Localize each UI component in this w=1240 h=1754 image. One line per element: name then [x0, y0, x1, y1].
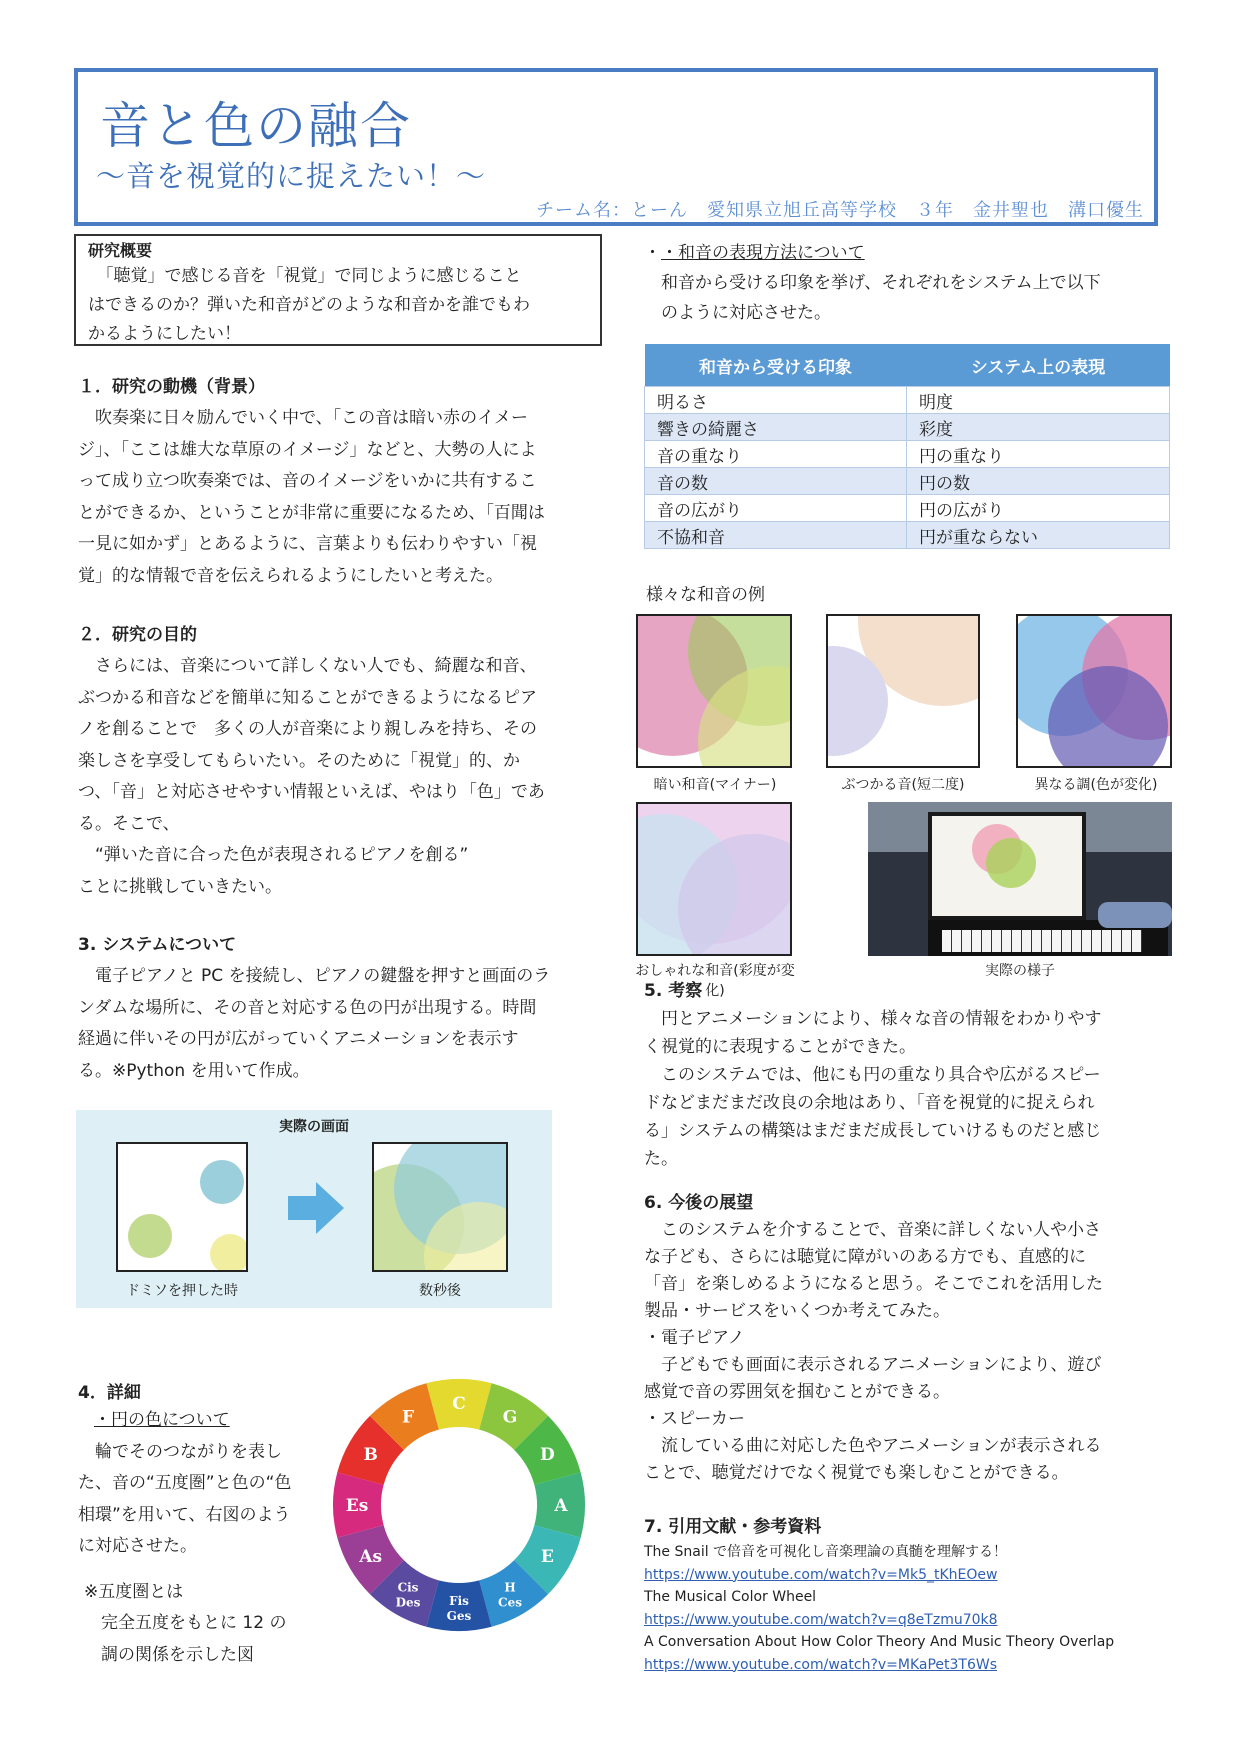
wheel-label: As — [359, 1547, 383, 1567]
table-cell: 円が重ならない — [907, 522, 1170, 549]
paragraph-line: ノを創ることで 多くの人が音楽により親しみを持ち、その — [78, 719, 537, 739]
example-clash-chord — [826, 614, 980, 768]
table-header: 和音から受ける印象 — [645, 344, 907, 387]
table-cell: 音の重なり — [645, 441, 907, 468]
overview-box — [74, 234, 602, 346]
paragraph-line: 輪でそのつながりを表し — [78, 1441, 282, 1462]
paragraph-line: 電子ピアノと PC を接続し、ピアノの鍵盤を押すと画面のラ — [78, 966, 551, 986]
paragraph-line: に対応させた。 — [78, 1536, 197, 1556]
table-cell: 響きの綺麗さ — [645, 414, 907, 441]
table-cell: 明度 — [907, 387, 1170, 414]
paragraph-line: 一見に如かず」とあるように、言葉よりも伝わりやすい「視 — [78, 534, 537, 554]
note-line: ※五度圏とは — [84, 1581, 184, 1602]
wheel-label: B — [363, 1445, 378, 1465]
paragraph-line: “弾いた音に合った色が表現されるピアノを創る” — [78, 845, 469, 865]
table-cell: 不協和音 — [645, 522, 907, 549]
table-cell: 音の広がり — [645, 495, 907, 522]
circle — [986, 838, 1036, 888]
paragraph-line: る。※Python を用いて作成。 — [78, 1060, 310, 1081]
paragraph-line: ・電子ピアノ — [644, 1328, 745, 1348]
reference-title: The Snail で倍音を可視化し音楽理論の真髄を理解する！ — [644, 1544, 1008, 1560]
paragraph-line: 「音」を楽しめるようになると思う。そこでこれを活用した — [644, 1274, 1103, 1294]
section-discussion — [644, 976, 1184, 1173]
paragraph-line: た、音の“五度圏”と色の“色 — [78, 1473, 292, 1493]
example-minor-chord — [636, 614, 792, 768]
paragraph-line: 吹奏楽に日々励んでいく中で、「この音は暗い赤のイメー — [78, 408, 528, 428]
after-caption: 数秒後 — [419, 1283, 461, 1299]
arrow-right-icon — [288, 1182, 344, 1234]
section-heading: 6. 今後の展望 — [644, 1193, 754, 1213]
example-caption: 実際の様子 — [985, 963, 1055, 979]
photo-monitor — [928, 812, 1086, 920]
section-chord-expression — [644, 238, 1184, 328]
paragraph-line: さらには、音楽について詳しくない人でも、綺麗な和音、 — [78, 656, 537, 676]
paragraph-line: ジ」、「ここは雄大な草原のイメージ」などと、大勢の人によ — [78, 439, 537, 460]
circle — [210, 1234, 248, 1272]
example-stylish-chord — [636, 802, 792, 956]
reference-link[interactable]: https://www.youtube.com/watch?v=q8eTzmu70k8 — [644, 1611, 998, 1628]
section-references — [644, 1512, 1204, 1676]
paragraph-line: 相環”を用いて、右図のよう — [78, 1504, 291, 1525]
reference-link[interactable]: https://www.youtube.com/watch?v=Mk5_tKhEOew — [644, 1566, 998, 1583]
wheel-label: E — [540, 1547, 554, 1567]
section-heading: 5. 考察 — [644, 981, 703, 1001]
subheading-wrap — [78, 1405, 318, 1437]
paragraph-line: このシステムを介することで、音楽に詳しくない人や小さ — [644, 1220, 1101, 1240]
table-row — [645, 387, 1170, 414]
paragraph-line: 経過に伴いその円が広がっていくアニメーションを表示す — [78, 1029, 519, 1049]
section-subheading: ・和音の表現方法について — [661, 243, 865, 263]
wheel-label: Es — [345, 1496, 369, 1516]
example-caption: 異なる調(色が変化) — [1034, 777, 1158, 793]
example-actual-photo — [868, 802, 1172, 956]
mapping-table — [644, 344, 1170, 549]
paragraph-line: 感覚で音の雰囲気を掴むことができる。 — [644, 1382, 950, 1402]
circle — [128, 1214, 172, 1258]
figure-title: 実際の画面 — [279, 1119, 349, 1135]
section-detail — [78, 1378, 318, 1671]
reference-title: A Conversation About How Color Theory And Music Theory Overlap — [644, 1634, 1115, 1650]
section-heading: ２．研究の目的 — [78, 625, 197, 645]
section-future — [644, 1188, 1184, 1487]
table-cell: 明るさ — [645, 387, 907, 414]
screen-before — [116, 1142, 248, 1272]
table-row — [645, 414, 1170, 441]
paragraph-line: な子ども、さらには聴覚に障がいのある方でも、直感的に — [644, 1247, 1086, 1267]
table-row — [645, 522, 1170, 549]
table-cell: 円の広がり — [907, 495, 1170, 522]
section-purpose — [78, 620, 608, 903]
paragraph-line: ことに挑戦していきたい。 — [78, 876, 282, 897]
paragraph-line: た。 — [644, 1149, 678, 1169]
paragraph-line: る。そこで、 — [78, 813, 180, 834]
paragraph-line: 覚」的な情報で音を伝えられるようにしたいと考えた。 — [78, 565, 503, 586]
paragraph-line: ぶつかる和音などを簡単に知ることができるようになるピア — [78, 687, 537, 708]
wheel-label: C — [452, 1394, 466, 1414]
examples-title: 様々な和音の例 — [646, 585, 765, 605]
screen-after — [372, 1142, 508, 1272]
paragraph-line: ことで、聴覚だけでなく視覚でも楽しむことができる。 — [644, 1463, 1069, 1483]
section-subheading: ・円の色について — [94, 1410, 230, 1430]
example-caption: ぶつかる音(短二度) — [841, 777, 965, 793]
paragraph-line: 楽しさを享受してもらいたい。そのために「視覚」的、か — [78, 750, 520, 771]
system-figure — [76, 1110, 552, 1308]
paragraph-line: つ、「音」と対応させやすい情報といえば、やはり「色」であ — [78, 782, 545, 802]
table-row — [645, 495, 1170, 522]
page-subtitle: ～音を視覚的に捉えたい！～ — [96, 159, 487, 193]
section-heading: 3. システムについて — [78, 935, 237, 955]
table-cell: 彩度 — [907, 414, 1170, 441]
note-line: 調の関係を示した図 — [84, 1644, 254, 1665]
before-caption: ドミソを押した時 — [126, 1283, 238, 1299]
note-line: 完全五度をもとに 12 の — [84, 1613, 287, 1633]
wheel-label: F — [401, 1407, 415, 1428]
table-cell: 音の数 — [645, 468, 907, 495]
paragraph-line: 流している曲に対応した色やアニメーションが表示される — [644, 1436, 1102, 1456]
wheel-label: H Ces — [498, 1580, 522, 1610]
paragraph-line: ・スピーカー — [644, 1409, 745, 1429]
paragraph-line: 円とアニメーションにより、様々な音の情報をわかりやす — [644, 1009, 1102, 1029]
table-row — [645, 468, 1170, 495]
paragraph-line: く視覚的に表現することができた。 — [644, 1037, 916, 1057]
keys — [942, 930, 1142, 952]
circle-of-fifths-wheel — [332, 1378, 586, 1632]
wheel-label: D — [539, 1445, 555, 1465]
wheel-label: A — [554, 1496, 568, 1516]
team-info: チーム名：とーん 愛知県立旭丘高等学校 ３年 金井聖也 溝口優生 — [536, 200, 1144, 221]
table-header: システム上の表現 — [907, 344, 1170, 387]
paragraph-line: とができるか、ということが非常に重要になるため、「百聞は — [78, 502, 545, 523]
paragraph-line: 製品・サービスをいくつか考えてみた。 — [644, 1301, 950, 1321]
table-row — [645, 441, 1170, 468]
wheel-label: G — [502, 1407, 518, 1428]
reference-title: The Musical Color Wheel — [644, 1589, 817, 1605]
paragraph-line: って成り立つ吹奏楽では、音のイメージをいかに共有するこ — [78, 471, 537, 491]
paragraph-line: のように対応させた。 — [644, 303, 831, 323]
section-heading: １．研究の動機（背景） — [78, 377, 265, 397]
section-motivation — [78, 372, 608, 592]
section-heading: 7. 引用文献・参考資料 — [644, 1517, 822, 1537]
example-caption: 暗い和音(マイナー) — [653, 777, 777, 793]
overview-line: はできるのか？弾いた和音がどのような和音かを誰でもわ — [88, 295, 530, 315]
wheel-label: Cis Des — [395, 1580, 421, 1610]
paragraph-line: 子どもでも画面に表示されるアニメーションにより、遊び — [644, 1355, 1102, 1375]
paragraph-line: このシステムでは、他にも円の重なり具合や広がるスピー — [644, 1065, 1101, 1085]
reference-link[interactable]: https://www.youtube.com/watch?v=MKaPet3T6Ws — [644, 1656, 998, 1673]
table-cell: 円の重なり — [907, 441, 1170, 468]
section-heading: 4．詳細 — [78, 1383, 141, 1403]
section-system — [78, 930, 608, 1087]
chord-heading-wrap: ・・和音の表現方法について — [644, 243, 865, 263]
example-caption: おしゃれな和音(彩度が変化) — [635, 963, 795, 999]
example-key-change — [1016, 614, 1172, 768]
page-title: 音と色の融合 — [100, 97, 412, 155]
paragraph-line: る」システムの構築はまだまだ成長していけるものだと感じ — [644, 1121, 1102, 1141]
paragraph-line: 和音から受ける印象を挙げ、それぞれをシステム上で以下 — [644, 273, 1101, 293]
photo-hand — [1098, 902, 1172, 928]
table-cell: 円の数 — [907, 468, 1170, 495]
paragraph-line: ンダムな場所に、その音と対応する色の円が出現する。時間 — [78, 997, 537, 1018]
paragraph-line: ドなどまだまだ改良の余地はあり、「音を視覚的に捉えられ — [644, 1093, 1095, 1113]
circle — [200, 1160, 244, 1204]
overview-title: 研究概要 — [88, 241, 153, 260]
wheel-label: Fis Ges — [446, 1594, 472, 1623]
overview-line: かるようにしたい！ — [88, 324, 241, 344]
overview-line: 「聴覚」で感じる音を「視覚」で同じように感じること — [88, 266, 522, 286]
